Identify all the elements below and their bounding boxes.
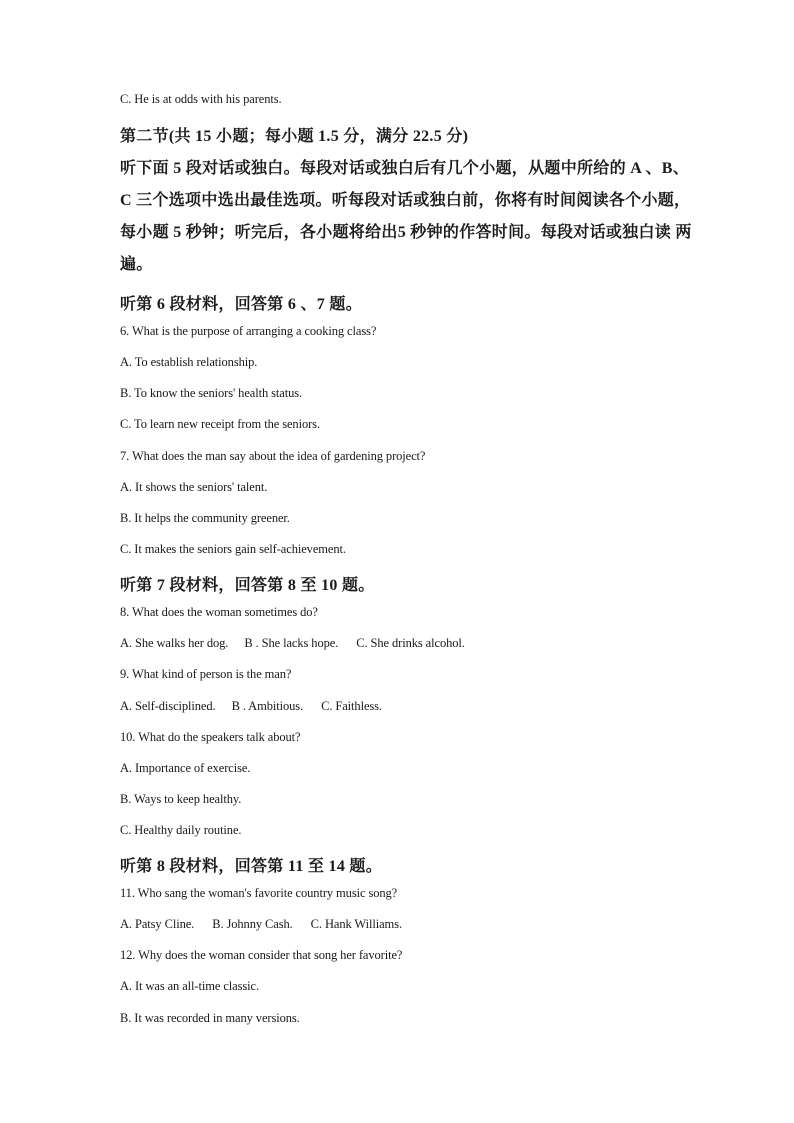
instructions-line-3: 每小题 5 秒钟；听完后，各小题将给出5 秒钟的作答时间。每段对话或独白读 两 bbox=[120, 224, 692, 241]
q9-option-a: A. Self-disciplined. bbox=[120, 699, 216, 713]
q12-option-a: A. It was an all-time classic. bbox=[120, 979, 259, 993]
q8-options bbox=[120, 636, 465, 651]
q9-options bbox=[120, 699, 382, 714]
question-11: 11. Who sang the woman's favorite country music song? bbox=[120, 886, 398, 900]
q11-option-b: B. Johnny Cash. bbox=[212, 917, 293, 931]
q10-option-a: A. Importance of exercise. bbox=[120, 761, 251, 775]
q8-option-a: A. She walks her dog. bbox=[120, 636, 229, 650]
q7-option-c: C. It makes the seniors gain self-achievement. bbox=[120, 542, 346, 556]
q6-option-b: B. To know the seniors' health status. bbox=[120, 386, 303, 400]
q10-option-b: B. Ways to keep healthy. bbox=[120, 792, 242, 806]
question-7: 7. What does the man say about the idea of gardening project? bbox=[120, 449, 426, 463]
q8-option-b: B . She lacks hope. bbox=[244, 636, 339, 650]
q7-option-a: A. It shows the seniors' talent. bbox=[120, 480, 268, 494]
passage-6-heading: 听第 6 段材料，回答第 6 、7 题。 bbox=[120, 296, 363, 313]
passage-8-heading: 听第 8 段材料，回答第 11 至 14 题。 bbox=[120, 858, 383, 875]
section-2-heading: 第二节(共 15 小题；每小题 1.5 分，满分 22.5 分) bbox=[120, 128, 469, 145]
q9-option-b: B . Ambitious. bbox=[231, 699, 304, 713]
question-6: 6. What is the purpose of arranging a cooking class? bbox=[120, 324, 377, 338]
q9-option-c: C. Faithless. bbox=[321, 699, 382, 713]
question-8: 8. What does the woman sometimes do? bbox=[120, 605, 318, 619]
passage-7-heading: 听第 7 段材料，回答第 8 至 10 题。 bbox=[120, 577, 375, 594]
instructions-line-1: 听下面 5 段对话或独白。每段对话或独白后有几个小题，从题中所给的 A 、B、 bbox=[120, 160, 690, 177]
instructions-line-4: 遍。 bbox=[120, 256, 153, 273]
q11-option-a: A. Patsy Cline. bbox=[120, 917, 195, 931]
q8-option-c: C. She drinks alcohol. bbox=[356, 636, 465, 650]
q6-option-a: A. To establish relationship. bbox=[120, 355, 258, 369]
instructions-line-2: C 三个选项中选出最佳选项。听每段对话或独白前，你将有时间阅读各个小题， bbox=[120, 192, 691, 209]
q7-option-b: B. It helps the community greener. bbox=[120, 511, 290, 525]
q12-option-b: B. It was recorded in many versions. bbox=[120, 1011, 300, 1025]
q5-option-c: C. He is at odds with his parents. bbox=[120, 92, 282, 106]
q11-options bbox=[120, 917, 402, 932]
q6-option-c: C. To learn new receipt from the seniors. bbox=[120, 417, 320, 431]
q10-option-c: C. Healthy daily routine. bbox=[120, 823, 242, 837]
q11-option-c: C. Hank Williams. bbox=[310, 917, 402, 931]
question-12: 12. Why does the woman consider that song her favorite? bbox=[120, 948, 403, 962]
question-10: 10. What do the speakers talk about? bbox=[120, 730, 301, 744]
question-9: 9. What kind of person is the man? bbox=[120, 667, 292, 681]
